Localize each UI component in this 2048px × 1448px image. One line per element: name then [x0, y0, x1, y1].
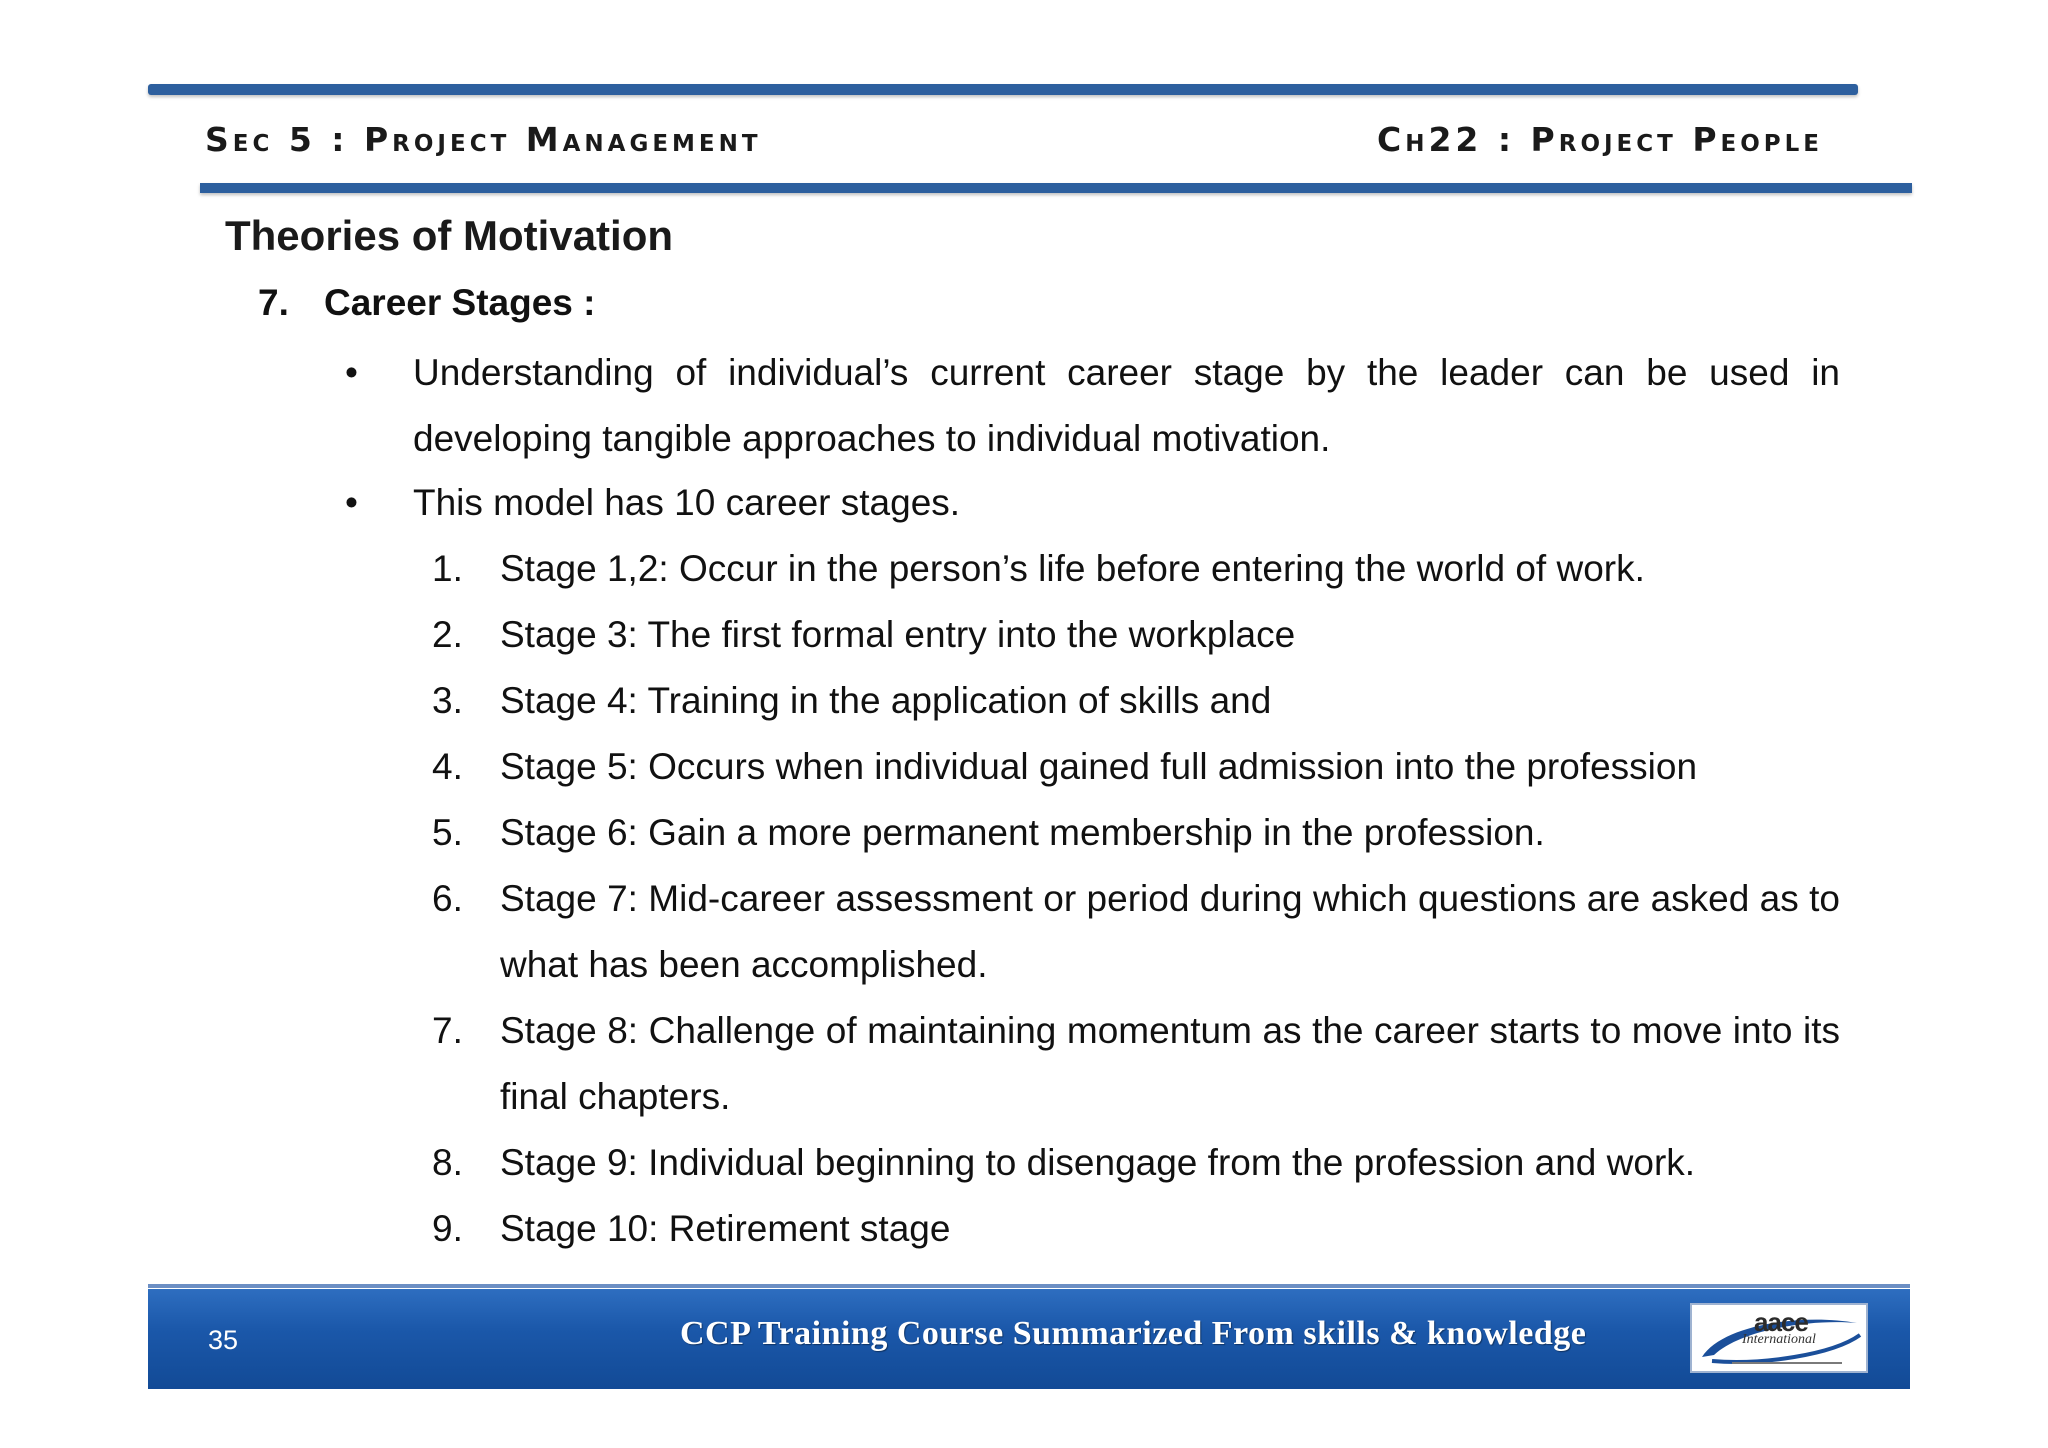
stage-item [432, 1196, 1840, 1262]
stage-number: 1. [432, 548, 463, 589]
stage-item [432, 668, 1840, 734]
bullet-item [345, 470, 1840, 536]
section-title: Sec 5 : Project Management [205, 120, 762, 159]
bullet-item [345, 340, 1840, 472]
stage-text: Stage 4: Training in the application of skills and [500, 680, 1272, 721]
stage-text: Stage 8: Challenge of maintaining momentum as the career starts to move into its final chapters. [500, 1010, 1840, 1117]
stage-text: Stage 6: Gain a more permanent membership in the profession. [500, 812, 1545, 853]
stage-text: Stage 3: The first formal entry into the workplace [500, 614, 1296, 655]
slide-heading: Theories of Motivation [225, 212, 674, 259]
stage-text: Stage 5: Occurs when individual gained full admission into the profession [500, 746, 1698, 787]
sub-heading [258, 282, 595, 324]
stage-number: 5. [432, 812, 463, 853]
stage-item [432, 1130, 1840, 1196]
bullet-icon: • [345, 352, 358, 393]
stage-item [432, 734, 1840, 800]
stage-text: Stage 10: Retirement stage [500, 1208, 951, 1249]
logo-subtext: International [1742, 1332, 1816, 1347]
footer-top-line [148, 1284, 1910, 1288]
stage-text: Stage 9: Individual beginning to disengage from the profession and work. [500, 1142, 1696, 1183]
stage-item [432, 536, 1840, 602]
stage-item [432, 800, 1840, 866]
sub-heading-text: Career Stages : [324, 282, 596, 323]
stage-number: 2. [432, 614, 463, 655]
footer-bar [148, 1289, 1910, 1389]
stage-number: 8. [432, 1142, 463, 1183]
aace-logo [1690, 1303, 1868, 1373]
stage-number: 7. [432, 1010, 463, 1051]
chapter-title: Ch22 : Project People [1376, 120, 1823, 159]
stage-text: Stage 7: Mid-career assessment or period during which questions are asked as to what has been accomplished. [500, 878, 1840, 985]
stage-item [432, 602, 1840, 668]
stage-number: 9. [432, 1208, 463, 1249]
sub-heading-number: 7. [258, 282, 289, 323]
stage-number: 3. [432, 680, 463, 721]
bullet-icon: • [345, 482, 358, 523]
stage-list [432, 536, 1840, 1262]
bullet-text: This model has 10 career stages. [413, 482, 961, 523]
page-number: 35 [208, 1325, 239, 1355]
stage-item [432, 866, 1840, 998]
stage-number: 6. [432, 878, 463, 919]
stage-text: Stage 1,2: Occur in the person’s life before entering the world of work. [500, 548, 1645, 589]
stage-item [432, 998, 1840, 1130]
header-rule [200, 183, 1912, 193]
footer-text: CCP Training Course Summarized From skills & knowledge [680, 1315, 1587, 1352]
logo-word: aace [1754, 1307, 1808, 1337]
stage-number: 4. [432, 746, 463, 787]
top-rule [148, 84, 1858, 95]
bullet-text: Understanding of individual’s current career stage by the leader can be used in developing tangible approaches to individual motivation. [413, 352, 1840, 459]
